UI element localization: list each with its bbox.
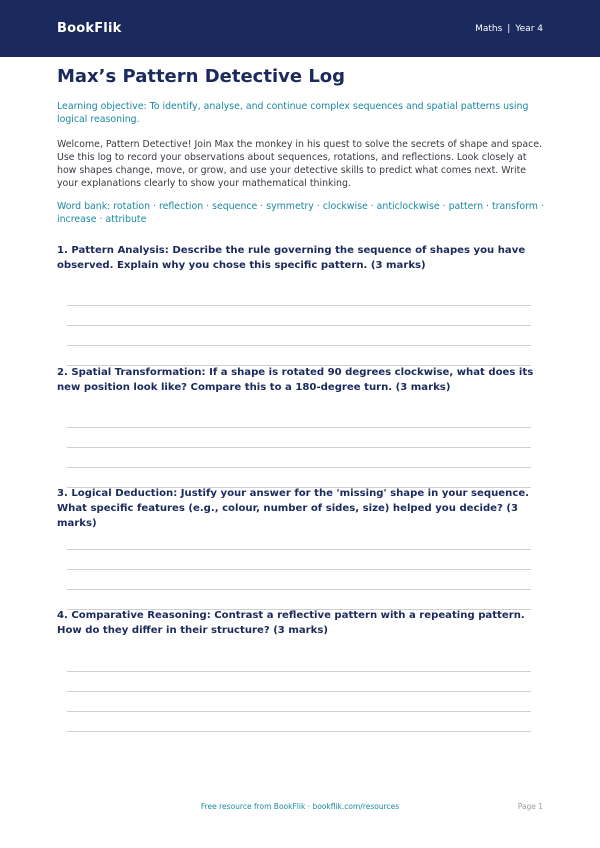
question-2: 2. Spatial Transformation: If a shape is rotated 90 degrees clockwise, what does its new position look like? Compare this to a 180-degree turn. (3 marks): [57, 367, 534, 393]
question-4: 4. Comparative Reasoning: Contrast a reflective pattern with a repeating pattern. How do they differ in their structure? (3 marks): [57, 610, 525, 636]
answer-line[interactable]: [67, 569, 531, 570]
answer-line[interactable]: [67, 467, 531, 468]
answer-line[interactable]: [67, 305, 531, 306]
meta-separator: |: [507, 23, 511, 34]
brand-logo-text: BookFlik: [57, 21, 122, 36]
subject-label: Maths: [475, 23, 503, 34]
answer-line[interactable]: [67, 731, 531, 732]
answer-line[interactable]: [67, 711, 531, 712]
header-meta: [475, 24, 543, 34]
learning-objective: Learning objective: To identify, analyse, and continue complex sequences and spatial patterns using logical reasoning.: [57, 101, 529, 125]
page-number: Page 1: [517, 802, 543, 811]
answer-line[interactable]: [67, 427, 531, 428]
intro-paragraph: Welcome, Pattern Detective! Join Max the monkey in his quest to solve the secrets of shape and space. Use this log to record your observations about sequences, rotations, and reflections. Look closely at how shapes change, move, or grow, and use your detective skills to predict what comes next. Write your explanations clearly to show your mathematical thinking.: [57, 139, 542, 189]
question-3: 3. Logical Deduction: Justify your answer for the 'missing' shape in your sequence. What specific features (e.g., colour, number of sides, size) helped you decide? (3 marks): [57, 488, 529, 529]
answer-line[interactable]: [67, 325, 531, 326]
answer-line[interactable]: [67, 549, 531, 550]
word-bank: Word bank: rotation · reflection · sequence · symmetry · clockwise · anticlockwise · pattern · transform · increase · attribute: [57, 201, 544, 225]
footer-credit[interactable]: Free resource from BookFlik · bookflik.com/resources: [200, 802, 400, 811]
answer-line[interactable]: [67, 691, 531, 692]
answer-line[interactable]: [67, 589, 531, 590]
year-level-label: Year 4: [515, 23, 543, 34]
question-1: 1. Pattern Analysis: Describe the rule governing the sequence of shapes you have observed. Explain why you chose this specific pattern. (3 marks): [57, 245, 526, 271]
answer-line[interactable]: [67, 447, 531, 448]
answer-line[interactable]: [67, 345, 531, 346]
page-header: [0, 0, 600, 57]
answer-line[interactable]: [67, 671, 531, 672]
page-title: Max’s Pattern Detective Log: [57, 66, 346, 87]
